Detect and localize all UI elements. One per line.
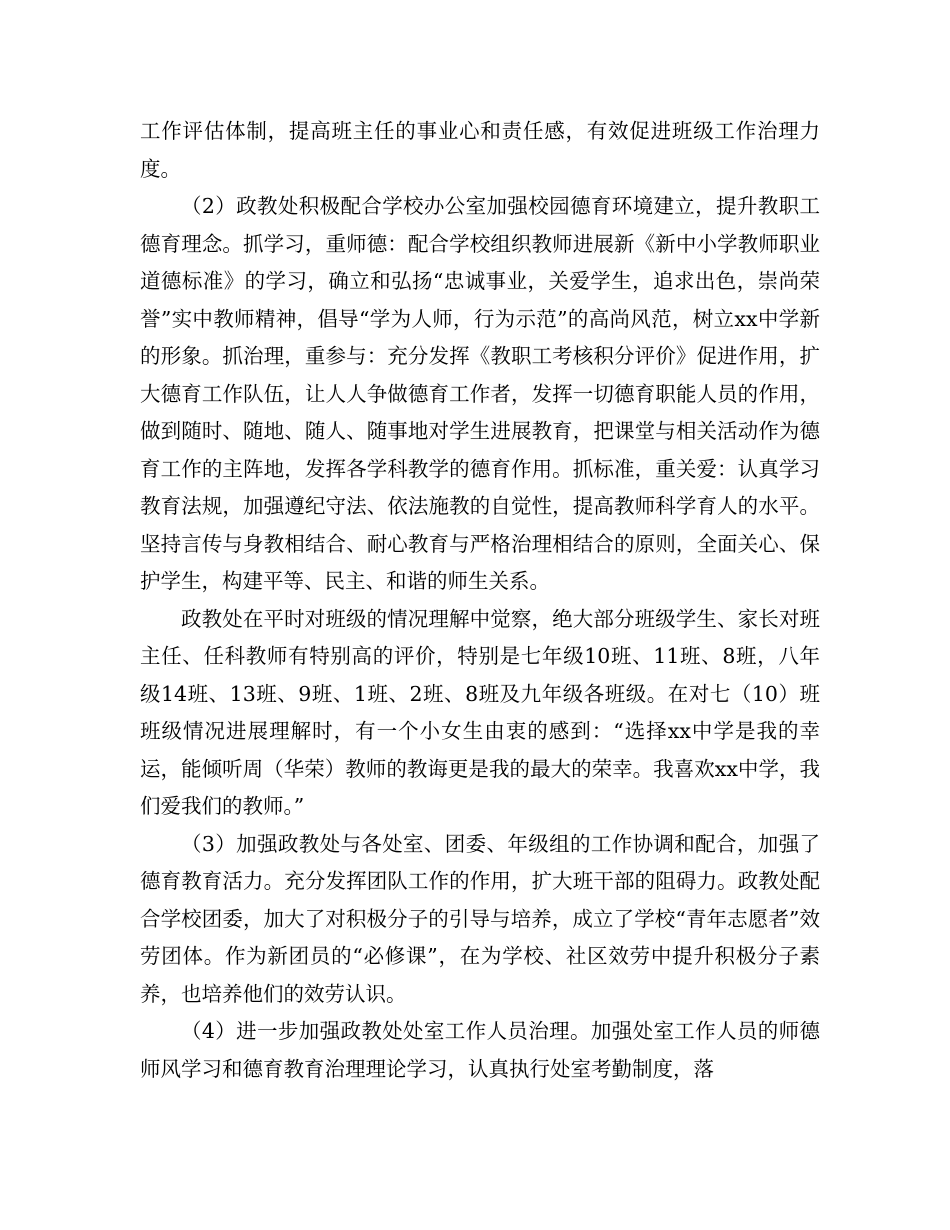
paragraph-continuation: 工作评估体制，提高班主任的事业心和责任感，有效促进班级工作治理力度。 xyxy=(140,119,820,181)
paragraph-item-2: （2）政教处积极配合学校办公室加强校园德育环境建立，提升教职工德育理念。抓学习，重师德：配合学校组织教师进展新《新中小学教师职业道德标准》的学习，确立和弘扬“忠诚事业，关爱学生，追求出色，崇尚荣誉”实中教师精神，倡导“学为人师，行为示范”的高尚风范，树立xx中学新的形象。抓治理，重参与：充分发挥《教职工考核积分评价》促进作用，扩大德育工作队伍，让人人争做德育工作者，发挥一切德育职能人员的作用，做到随时、随地、随人、随事地对学生进展教育，把课堂与相关活动作为德育工作的主阵地，发挥各学科教学的德育作用。抓标准，重关爱：认真学习教育法规，加强遵纪守法、依法施教的自觉性，提高教师科学育人的水平。坚持言传与身教相结合、耐心教育与严格治理相结合的原则，全面关心、保护学生，构建平等、民主、和谐的师生关系。 xyxy=(140,194,820,593)
paragraph-item-4: （4）进一步加强政教处处室工作人员治理。加强处室工作人员的师德师风学习和德育教育治理理论学习，认真执行处室考勤制度，落 xyxy=(140,1019,820,1081)
paragraph-class-feedback: 政教处在平时对班级的情况理解中觉察，绝大部分班级学生、家长对班主任、任科教师有特别高的评价，特别是七年级10班、11班、8班，八年级14班、13班、9班、1班、2班、8班及九年级各班级。在对七（10）班班级情况进展理解时，有一个小女生由衷的感到：“选择xx中学是我的幸运，能倾听周（华荣）教师的教诲更是我的最大的荣幸。我喜欢xx中学，我们爱我们的教师。” xyxy=(140,606,820,818)
document-body xyxy=(140,113,820,1088)
paragraph-item-3: （3）加强政教处与各处室、团委、年级组的工作协调和配合，加强了德育教育活力。充分发挥团队工作的作用，扩大班干部的阻碍力。政教处配合学校团委，加大了对积极分子的引导与培养，成立了学校“青年志愿者”效劳团体。作为新团员的“必修课”，在为学校、社区效劳中提升积极分子素养，也培养他们的效劳认识。 xyxy=(140,831,820,1006)
